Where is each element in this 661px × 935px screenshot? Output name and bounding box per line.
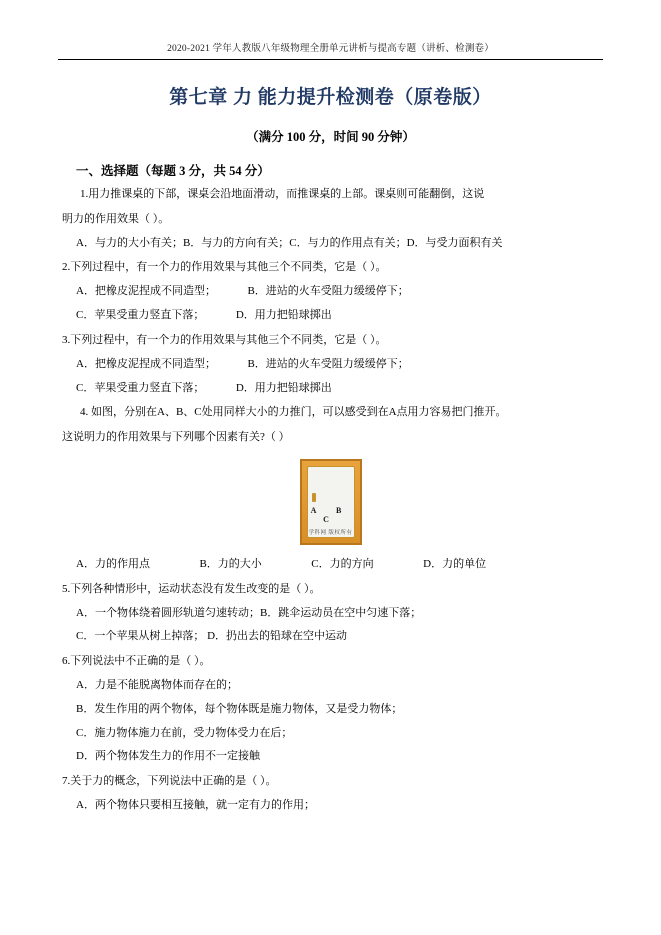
page-title: 第七章 力 能力提升检测卷（原卷版） — [169, 87, 492, 108]
question-4-line-1: 4. 如图，分别在A、B、C处用同样大小的力推门，可以感受到在A点用力容易把门推开。 — [80, 406, 507, 419]
question-3-options-row-1 — [62, 356, 599, 374]
question-2-options-row-2 — [62, 307, 599, 325]
page-subtitle: （满分 100 分，时间 90 分钟） — [246, 130, 415, 144]
question-4-option-b: B．力的大小 — [199, 557, 262, 570]
question-4-option-a: A．力的作用点 — [76, 557, 150, 570]
question-6-option-c: C．施力物体施力在前，受力物体受力在后； — [76, 726, 293, 739]
question-3-stem: 3.下列过程中，有一个力的作用效果与其他三个不同类，它是（ ）。 — [62, 333, 387, 346]
question-2-options-row-1 — [62, 283, 599, 301]
question-2-option-a: A．把橡皮泥捏成不同造型； — [76, 285, 216, 298]
question-5-options-row-2: C．一个苹果从树上掉落； D．扔出去的铅球在空中运动 — [76, 630, 348, 643]
door-knob-icon — [312, 493, 316, 502]
question-6-stem: 6.下列说法中不正确的是（ ）。 — [62, 655, 211, 668]
question-4-option-d: D．力的单位 — [423, 557, 487, 570]
question-5-stem: 5.下列各种情形中，运动状态没有发生改变的是（ ）。 — [62, 582, 321, 595]
question-6-option-a: A．力是不能脱离物体而存在的； — [76, 679, 238, 691]
question-3-option-c: C．苹果受重力竖直下落； — [76, 381, 205, 394]
question-7-stem: 7.关于力的概念，下列说法中正确的是（ ）。 — [62, 775, 277, 788]
question-1-line-1: 1.用力推课桌的下部，课桌会沿地面滑动，而推课桌的上部。课桌则可能翻倒，这说 — [80, 188, 485, 200]
question-7-option-a: A．两个物体只要相互接触，就一定有力的作用； — [76, 799, 315, 812]
section-heading: 一、选择题（每题 3 分，共 54 分） — [76, 164, 270, 178]
question-1-line-2: 明力的作用效果（ ）。 — [62, 212, 170, 225]
question-5-options-row-1: A．一个物体绕着圆形轨道匀速转动；B．跳伞运动员在空中匀速下落； — [76, 606, 422, 619]
question-4-options — [62, 556, 599, 574]
door-point-labels: A B C — [310, 505, 351, 524]
figure-watermark: 学科网 版权所有 — [308, 529, 353, 536]
question-2-option-c: C．苹果受重力竖直下落； — [76, 309, 205, 322]
question-6-option-b: B．发生作用的两个物体，每个物体既是施力物体，又是受力物体； — [76, 702, 403, 715]
question-1-options: A．与力的大小有关；B．与力的方向有关；C．与力的作用点有关；D．与受力面积有关 — [76, 236, 503, 249]
question-4-option-c: C．力的方向 — [311, 557, 374, 570]
question-3-options-row-2 — [62, 380, 599, 398]
question-6-option-d: D．两个物体发生力的作用不一定接触 — [76, 750, 260, 763]
door-icon — [300, 459, 362, 545]
question-3-option-b: B．进站的火车受阻力缓缓停下； — [247, 357, 409, 370]
question-4-line-2: 这说明力的作用效果与下列哪个因素有关?（ ） — [62, 431, 290, 444]
question-3-option-d: D．用力把铅球掷出 — [235, 381, 332, 394]
door-panel — [307, 466, 355, 538]
question-2-option-b: B．进站的火车受阻力缓缓停下； — [247, 285, 409, 298]
figure-container — [62, 459, 599, 550]
running-head: 2020-2021 学年人教版八年级物理全册单元讲析与提高专题（讲析、检测卷） — [167, 44, 494, 54]
question-3-option-a: A．把橡皮泥捏成不同造型； — [76, 357, 216, 370]
header-divider — [58, 59, 603, 60]
question-2-stem: 2.下列过程中，有一个力的作用效果与其他三个不同类，它是（ ）。 — [62, 261, 387, 274]
question-2-option-d: D．用力把铅球掷出 — [235, 309, 332, 322]
